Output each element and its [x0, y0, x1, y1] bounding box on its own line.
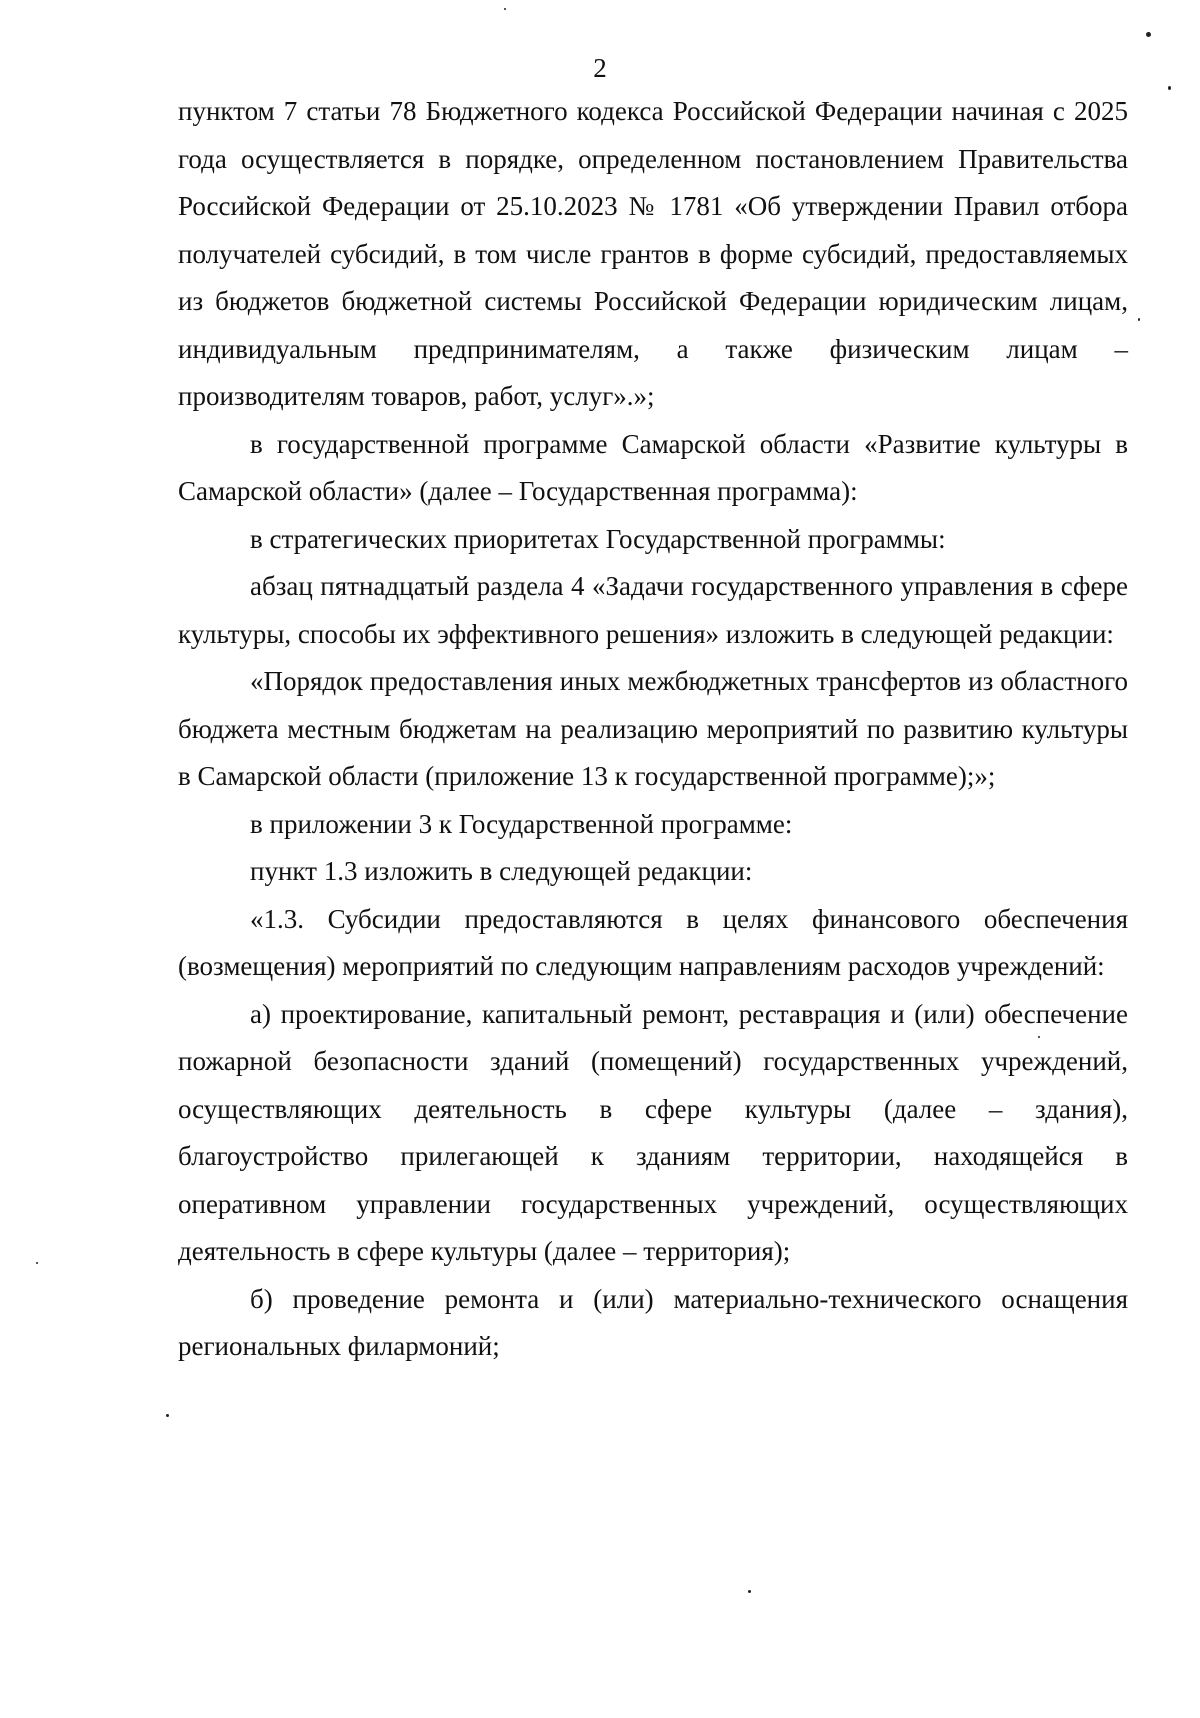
page-number: 2 — [593, 53, 607, 83]
scan-speck — [1038, 1036, 1040, 1038]
paragraph-section-4: абзац пятнадцатый раздела 4 «Задачи государственного управления в сфере культуры, способы их эффективного решения» изложить в следующей редакции: — [178, 571, 1128, 649]
scan-speck — [1168, 86, 1171, 90]
paragraph-state-program: в государственной программе Самарской области «Развитие культуры в Самарской области» (далее – Государственная программа): — [178, 428, 1128, 506]
paragraph-strategic-priorities: в стратегических приоритетах Государственной программы: — [250, 523, 946, 554]
paragraph-continuation: пунктом 7 статьи 78 Бюджетного кодекса Российской Федерации начиная с 2025 года осуществляется в порядке, определенном постановлением Правительства Российской Федерации от 25.10.2023 № 1781 «Об утверждении Правил отбора получателей субсидий, в том числе грантов в форме субсидий, предоставляемых из бюджетов бюджетной системы Российской Федерации юридическим лицам, индивидуальным предпринимателям, а также физическим лицам – производителям товаров, работ, услуг».»; — [178, 96, 1128, 411]
paragraph-item-1-3: «1.3. Субсидии предоставляются в целях финансового обеспечения (возмещения) мероприятий по следующим направлениям расходов учреждений: — [178, 903, 1128, 981]
paragraph-quoted-order: «Порядок предоставления иных межбюджетных трансфертов из областного бюджета местным бюджетам на реализацию мероприятий по развитию культуры в Самарской области (приложение 13 к государственной программе);»; — [178, 666, 1128, 791]
scan-speck — [1146, 32, 1151, 37]
scan-speck — [166, 1414, 169, 1417]
paragraph-item-1-3-intro: пункт 1.3 изложить в следующей редакции: — [250, 856, 753, 886]
document-body — [178, 88, 1128, 1371]
scan-speck — [504, 8, 506, 10]
paragraph-subitem-a: а) проектирование, капитальный ремонт, реставрация и (или) обеспечение пожарной безопасности зданий (помещений) государственных учреждений, осуществляющих деятельность в сфере культуры (далее – здания), благоустройство прилегающей к зданиям территории, находящейся в оперативном управлении государственных учреждений, осуществляющих деятельность в сфере культуры (далее – территория); — [178, 998, 1128, 1266]
paragraph-appendix-3: в приложении 3 к Государственной программе: — [250, 808, 793, 839]
scan-speck — [1138, 318, 1140, 321]
scan-speck — [748, 1590, 751, 1593]
paragraph-subitem-b: б) проведение ремонта и (или) материально-технического оснащения региональных филармоний; — [178, 1283, 1128, 1361]
scan-speck — [36, 1262, 38, 1264]
